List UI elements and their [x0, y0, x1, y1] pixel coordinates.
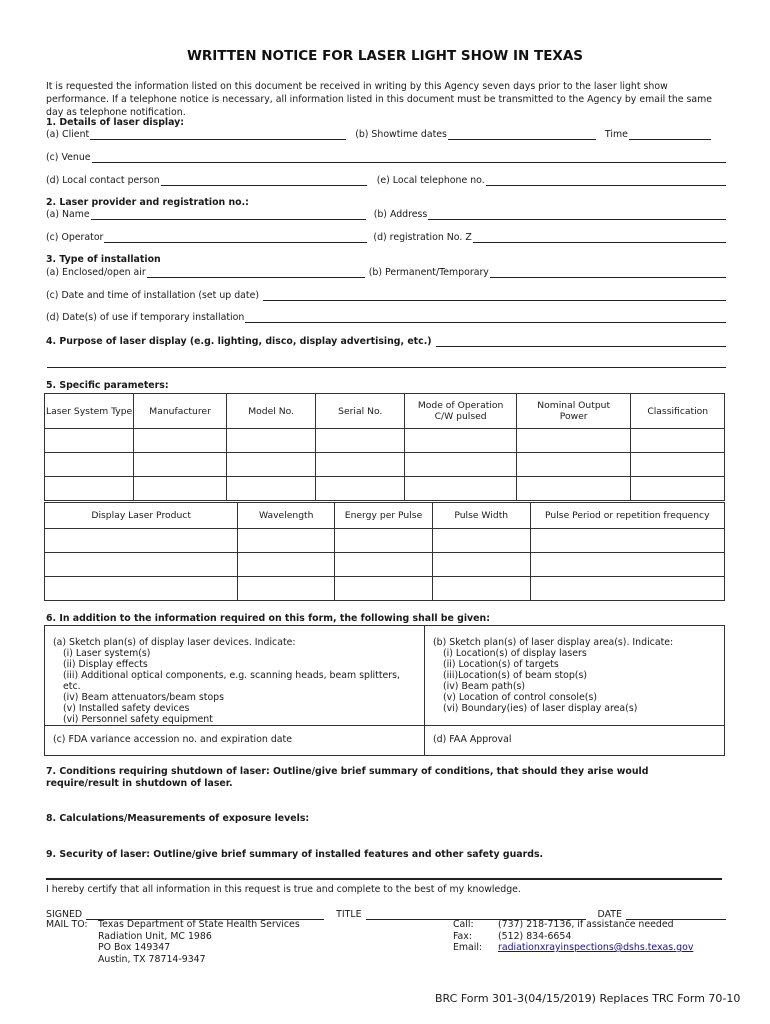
table-cell[interactable] — [134, 477, 227, 501]
table-cell[interactable] — [631, 453, 725, 477]
enclosed-row — [46, 264, 726, 278]
purpose-field[interactable] — [436, 336, 726, 347]
sketch-a-item: (vi) Personnel safety equipment — [63, 714, 213, 725]
install-time-field[interactable] — [263, 290, 726, 301]
venue-label: (c) Venue — [46, 152, 91, 163]
table-cell[interactable] — [432, 553, 530, 577]
permanent-label: (b) Permanent/Temporary — [368, 267, 489, 278]
table-cell[interactable] — [335, 553, 433, 577]
contact-values — [498, 919, 693, 954]
operator-row — [46, 229, 726, 243]
section-7-heading: 7. Conditions requiring shutdown of laser: Outline/give brief summary of conditions, that should they arise would require/result in shutdown of laser. — [46, 766, 649, 789]
install-time-row — [46, 287, 726, 301]
sketch-b-title: (b) Sketch plan(s) of laser display area(s). Indicate: — [433, 637, 674, 648]
table-cell[interactable] — [226, 429, 315, 453]
table2-header: Pulse Width — [432, 503, 530, 529]
sketch-a-item: (iii) Additional optical components, e.g. scanning heads, beam splitters, etc. — [63, 670, 400, 692]
table2-header: Wavelength — [238, 503, 335, 529]
mail-address — [98, 919, 300, 965]
client-field[interactable] — [90, 129, 346, 140]
call-value: (737) 218-7136, if assistance needed — [498, 919, 674, 930]
contact-row — [46, 172, 726, 186]
sketch-a-item: (ii) Display effects — [63, 659, 148, 670]
client-row — [46, 126, 726, 140]
address-field[interactable] — [428, 209, 726, 220]
table-cell[interactable] — [432, 577, 530, 601]
registration-field[interactable] — [473, 232, 726, 243]
operator-label: (c) Operator — [46, 232, 104, 243]
table-cell[interactable] — [631, 429, 725, 453]
section-3-heading: 3. Type of installation — [46, 254, 161, 265]
table-cell[interactable] — [335, 577, 433, 601]
table-cell[interactable] — [631, 477, 725, 501]
table-cell[interactable] — [405, 477, 517, 501]
table-cell[interactable] — [516, 453, 631, 477]
sketch-b-item: (i) Location(s) of display lasers — [443, 648, 587, 659]
call-label: Call: — [453, 919, 474, 930]
table1-header: Laser System Type — [45, 394, 134, 429]
table-cell[interactable] — [516, 477, 631, 501]
email-link[interactable]: radiationxrayinspections@dshs.texas.gov — [498, 942, 694, 953]
sketch-a-title: (a) Sketch plan(s) of display laser devices. Indicate: — [53, 637, 296, 648]
phone-label: (e) Local telephone no. — [376, 175, 485, 186]
contact-field[interactable] — [161, 175, 367, 186]
section-8-heading: 8. Calculations/Measurements of exposure levels: — [46, 813, 310, 824]
table1-header: Classification — [631, 394, 725, 429]
contact-labels — [453, 919, 482, 954]
separator-line — [46, 878, 722, 880]
purpose-row-2 — [46, 354, 726, 368]
signature-row — [46, 906, 726, 920]
mail-line: Austin, TX 78714-9347 — [98, 953, 206, 965]
table-cell[interactable] — [530, 529, 724, 553]
permanent-field[interactable] — [490, 267, 726, 278]
dates-use-label: (d) Date(s) of use if temporary installation — [46, 312, 245, 323]
table2-header: Energy per Pulse — [335, 503, 433, 529]
table-cell[interactable] — [45, 477, 134, 501]
table-row — [45, 477, 725, 501]
phone-field[interactable] — [486, 175, 726, 186]
mail-line: Radiation Unit, MC 1986 — [98, 930, 212, 942]
fda-variance-cell[interactable]: (c) FDA variance accession no. and expiration date — [53, 734, 292, 745]
section-2-heading: 2. Laser provider and registration no.: — [46, 197, 249, 208]
sketch-b-item: (vi) Boundary(ies) of laser display area(s) — [443, 703, 638, 714]
venue-row — [46, 149, 726, 163]
install-time-label: (c) Date and time of installation (set up date) — [46, 290, 260, 301]
section-5-heading: 5. Specific parameters: — [46, 380, 169, 391]
sketch-b-item: (iv) Beam path(s) — [443, 681, 526, 692]
table-cell[interactable] — [45, 553, 238, 577]
sketch-a-item: (iv) Beam attenuators/beam stops — [63, 692, 225, 703]
parameters-table-2 — [44, 502, 725, 601]
showtime-label: (b) Showtime dates — [355, 129, 447, 140]
section-4-heading: 4. Purpose of laser display (e.g. lighting, disco, display advertising, etc.) — [46, 336, 432, 347]
table-cell[interactable] — [238, 529, 335, 553]
table-cell[interactable] — [432, 529, 530, 553]
table-cell[interactable] — [316, 453, 405, 477]
parameters-table-1 — [44, 393, 725, 501]
table-cell[interactable] — [238, 577, 335, 601]
operator-field[interactable] — [104, 232, 367, 243]
form-footer: BRC Form 301-3(04/15/2019) Replaces TRC Form 70-10 — [435, 992, 741, 1005]
table-row — [45, 577, 725, 601]
table-row — [45, 429, 725, 453]
registration-label: (d) registration No. — [373, 232, 463, 243]
table-cell[interactable] — [226, 477, 315, 501]
table-row — [45, 529, 725, 553]
registration-value: Z — [465, 232, 472, 243]
table-cell[interactable] — [134, 453, 227, 477]
table-cell[interactable] — [226, 453, 315, 477]
name-label: (a) Name — [46, 209, 90, 220]
table1-header: Manufacturer — [134, 394, 227, 429]
sketch-a-cell[interactable] — [45, 637, 424, 725]
section-6-heading: 6. In addition to the information required on this form, the following shall be given: — [46, 613, 490, 624]
table-cell[interactable] — [405, 429, 517, 453]
sketch-a-item: (v) Installed safety devices — [63, 703, 190, 714]
form-title: WRITTEN NOTICE FOR LASER LIGHT SHOW IN TEXAS — [186, 48, 583, 64]
table-cell[interactable] — [134, 429, 227, 453]
table-cell[interactable] — [45, 453, 134, 477]
fax-value: (512) 834-6654 — [498, 930, 572, 942]
signed-label: SIGNED — [46, 909, 83, 920]
table-cell[interactable] — [335, 529, 433, 553]
table-cell[interactable] — [45, 529, 238, 553]
table1-header: Model No. — [226, 394, 315, 429]
table1-header: Nominal Output Power — [516, 394, 631, 429]
certification-text: I hereby certify that all information in this request is true and complete to the best of my knowledge. — [46, 884, 521, 895]
name-row — [46, 206, 726, 220]
sketch-b-cell[interactable] — [425, 637, 725, 714]
table-cell[interactable] — [316, 477, 405, 501]
date-label: DATE — [597, 909, 622, 920]
table1-header: Serial No. — [316, 394, 405, 429]
showtime-field[interactable] — [448, 129, 596, 140]
section-1-heading: 1. Details of laser display: — [46, 117, 185, 128]
enclosed-field[interactable] — [147, 267, 365, 278]
contact-label: (d) Local contact person — [46, 175, 160, 186]
venue-field[interactable] — [92, 152, 726, 163]
purpose-row — [46, 333, 726, 347]
intro-paragraph: It is requested the information listed on this document be received in writing by this Agency seven days prior to the laser light show performance. If a telephone notice is necessary, all information listed in this document must be transmitted to the Agency by email the same day as telephone notification. — [46, 81, 713, 118]
sketch-b-item: (ii) Location(s) of targets — [443, 659, 559, 670]
time-label: Time — [604, 129, 628, 140]
mail-to-label: MAIL TO: — [46, 919, 88, 930]
time-field[interactable] — [629, 129, 711, 140]
box-divider — [45, 725, 724, 726]
table1-header: Mode of Operation C/W pulsed — [405, 394, 517, 429]
table-cell[interactable] — [45, 429, 134, 453]
sketch-b-item: (iii)Location(s) of beam stop(s) — [443, 670, 587, 681]
title-label: TITLE — [336, 909, 362, 920]
dates-use-row — [46, 309, 726, 323]
section-9-heading: 9. Security of laser: Outline/give brief summary of installed features and other safety guards. — [46, 849, 544, 860]
mail-line: PO Box 149347 — [98, 942, 171, 953]
table-row — [45, 553, 725, 577]
client-label: (a) Client — [46, 129, 90, 140]
dates-use-field[interactable] — [245, 312, 726, 323]
fax-label: Fax: — [453, 930, 472, 942]
sketch-plan-box — [44, 625, 725, 756]
table2-header: Display Laser Product — [45, 503, 238, 529]
purpose-field-2[interactable] — [47, 357, 726, 368]
email-label: Email: — [453, 942, 483, 953]
faa-approval-cell[interactable]: (d) FAA Approval — [433, 734, 512, 745]
sketch-b-item: (v) Location of control console(s) — [443, 692, 597, 703]
table2-header: Pulse Period or repetition frequency — [530, 503, 724, 529]
enclosed-label: (a) Enclosed/open air — [46, 267, 146, 278]
table-cell[interactable] — [238, 553, 335, 577]
table-cell[interactable] — [530, 553, 724, 577]
name-field[interactable] — [91, 209, 366, 220]
table-row — [45, 453, 725, 477]
table-cell[interactable] — [530, 577, 724, 601]
sketch-a-item: (i) Laser system(s) — [63, 648, 151, 659]
table-cell[interactable] — [516, 429, 631, 453]
table-cell[interactable] — [45, 577, 238, 601]
mail-line: Texas Department of State Health Services — [98, 919, 300, 930]
table-cell[interactable] — [316, 429, 405, 453]
table-cell[interactable] — [405, 453, 517, 477]
address-label: (b) Address — [373, 209, 428, 220]
